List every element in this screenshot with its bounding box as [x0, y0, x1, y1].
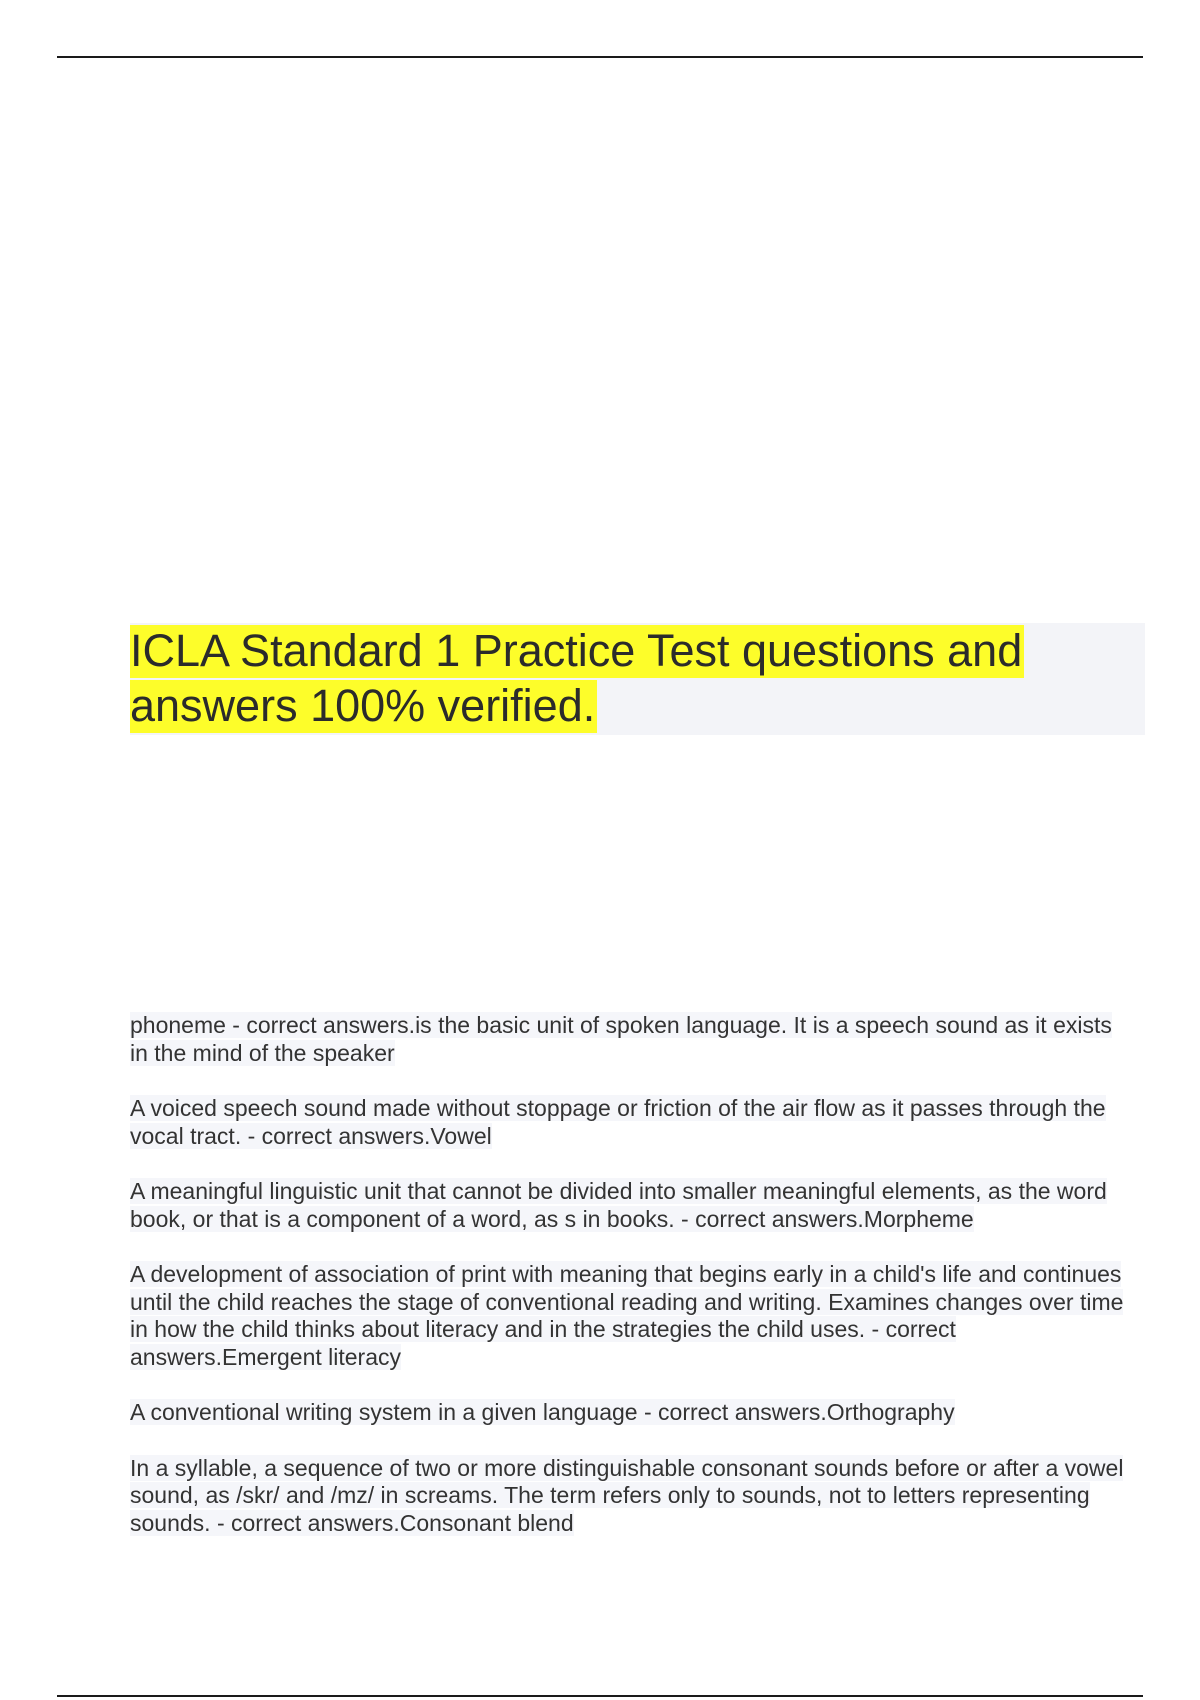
qa-item: [130, 1261, 1125, 1371]
qa-item: [130, 1455, 1125, 1538]
qa-item: [130, 1095, 1125, 1150]
qa-item-text: In a syllable, a sequence of two or more distinguishable consonant sounds before or after a vowel sound, as /skr/ and /mz/ in screams. The term refers only to sounds, not to letters representing sounds. - correct answers.Consonant blend: [130, 1454, 1124, 1536]
qa-item: [130, 1012, 1125, 1067]
qa-item: [130, 1399, 1125, 1427]
bottom-rule: [57, 1695, 1143, 1697]
document-title-text: ICLA Standard 1 Practice Test questions and answers 100% verified.: [130, 625, 1023, 731]
qa-item-text: A voiced speech sound made without stoppage or friction of the air flow as it passes through the vocal tract. - correct answers.Vowel: [130, 1095, 1106, 1149]
top-rule: [57, 56, 1143, 58]
document-title: [130, 623, 1120, 733]
qa-item-text: A meaningful linguistic unit that cannot be divided into smaller meaningful elements, as the word book, or that is a component of a word, as s in books. - correct answers.Morpheme: [130, 1178, 1107, 1232]
qa-item: [130, 1178, 1125, 1233]
qa-list: [130, 1012, 1130, 1565]
qa-item-text: A conventional writing system in a given language - correct answers.Orthography: [130, 1399, 955, 1425]
title-block: [130, 623, 1145, 735]
qa-item-text: phoneme - correct answers.is the basic unit of spoken language. It is a speech sound as it exists in the mind of the speaker: [130, 1012, 1112, 1066]
qa-item-text: A development of association of print with meaning that begins early in a child's life and continues until the child reaches the stage of conventional reading and writing. Examines changes over time in how the child thinks about literacy and in the strategies the child uses. - correct answers.Emergent literacy: [130, 1261, 1124, 1370]
